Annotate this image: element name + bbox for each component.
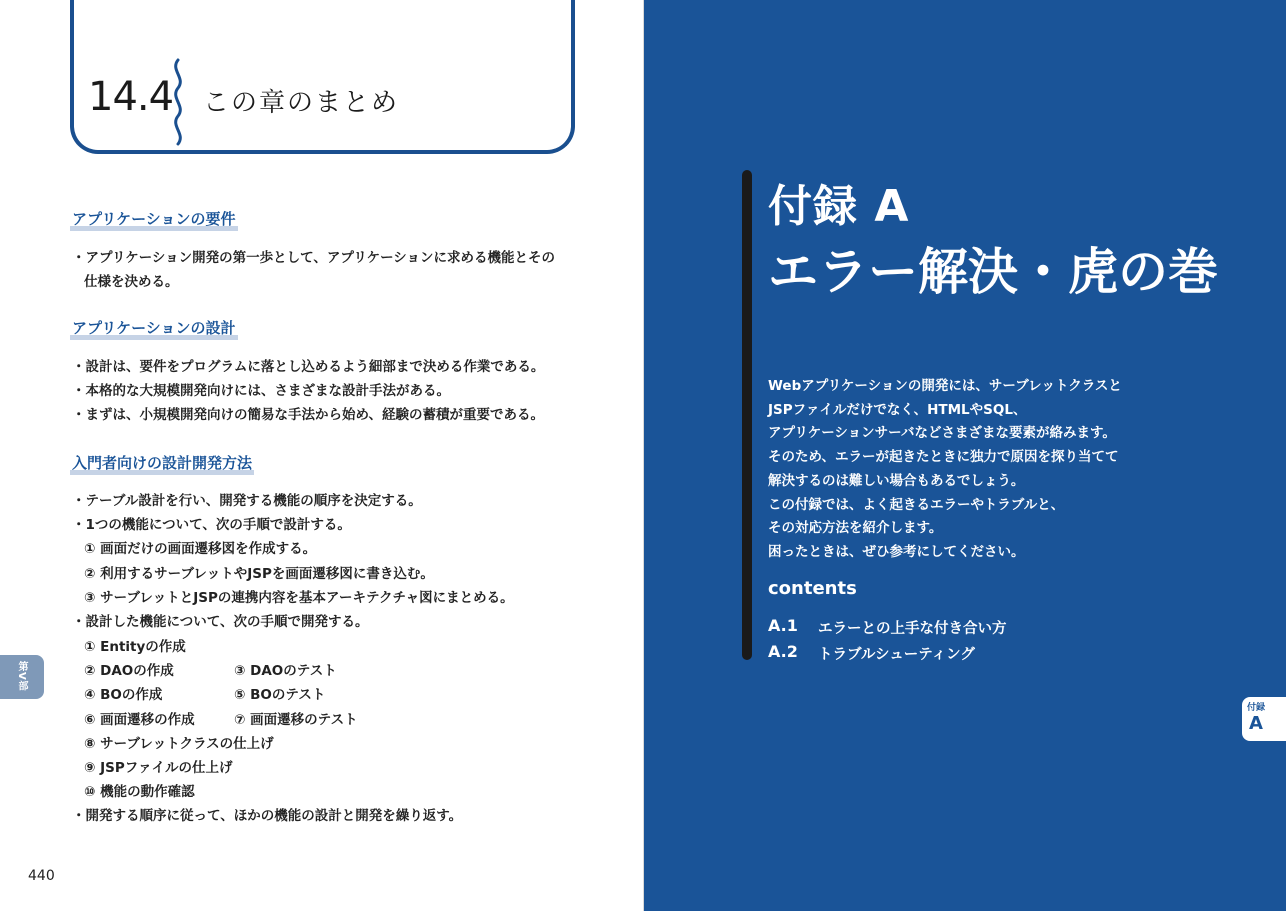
step-item: ⑧ サーブレットクラスの仕上げ bbox=[84, 736, 274, 752]
text-line: ・設計した機能について、次の手順で開発する。 bbox=[72, 614, 369, 630]
toc-entry-title[interactable]: トラブルシューティング bbox=[818, 647, 975, 663]
toc-entry-title[interactable]: エラーとの上手な付き合い方 bbox=[818, 621, 1007, 637]
step-item: ⑦ 画面遷移のテスト bbox=[234, 712, 358, 728]
section-title: この章のまとめ bbox=[203, 88, 400, 118]
appendix-side-tab-small: 付録 bbox=[1246, 703, 1265, 713]
step-item: ② DAOの作成 bbox=[84, 663, 174, 679]
part-side-tab bbox=[0, 655, 44, 699]
text-line: ③ サーブレットとJSPの連携内容を基本アーキテクチャ図にまとめる。 bbox=[84, 590, 514, 606]
step-item: ⑥ 画面遷移の作成 bbox=[84, 712, 195, 728]
contents-heading: contents bbox=[768, 578, 857, 599]
section-number: 14.4 bbox=[88, 74, 174, 120]
appendix-side-tab-letter: A bbox=[1249, 713, 1263, 734]
step-item: ⑤ BOのテスト bbox=[234, 687, 326, 703]
appendix-title: エラー解決・虎の巻 bbox=[768, 243, 1218, 301]
text-line: ② 利用するサーブレットやJSPを画面遷移図に書き込む。 bbox=[84, 566, 434, 582]
step-item: ③ DAOのテスト bbox=[234, 663, 337, 679]
text-line: ・アプリケーション開発の第一歩として、アプリケーションに求める機能とその bbox=[72, 250, 556, 266]
text-line: ・1つの機能について、次の手順で設計する。 bbox=[72, 517, 351, 533]
intro-line: この付録では、よく起きるエラーやトラブルと、 bbox=[768, 497, 1065, 513]
intro-line: 解決するのは難しい場合もあるでしょう。 bbox=[768, 473, 1025, 489]
subheading-method: 入門者向けの設計開発方法 bbox=[70, 452, 254, 475]
intro-line: Webアプリケーションの開発には、サーブレットクラスと bbox=[768, 378, 1122, 394]
appendix-label: 付録 A bbox=[768, 181, 910, 232]
squiggle-divider-icon bbox=[168, 58, 188, 146]
page-number: 440 bbox=[28, 868, 55, 884]
text-line: ・開発する順序に従って、ほかの機能の設計と開発を繰り返す。 bbox=[72, 808, 463, 824]
text-line: 仕様を決める。 bbox=[84, 274, 179, 290]
part-side-tab-label: 第V部 bbox=[16, 661, 27, 692]
appendix-side-tab bbox=[1242, 697, 1286, 741]
text-line: ・まずは、小規模開発向けの簡易な手法から始め、経験の蓄積が重要である。 bbox=[72, 407, 544, 423]
intro-line: JSPファイルだけでなく、HTMLやSQL、 bbox=[768, 402, 1027, 418]
intro-line: その対応方法を紹介します。 bbox=[768, 520, 943, 536]
text-line: ・設計は、要件をプログラムに落とし込めるよう細部まで決める作業である。 bbox=[72, 359, 545, 375]
toc-number: A.1 bbox=[768, 616, 798, 635]
step-item: ① Entityの作成 bbox=[84, 639, 186, 655]
text-line: ① 画面だけの画面遷移図を作成する。 bbox=[84, 541, 317, 557]
step-item: ⑩ 機能の動作確認 bbox=[84, 784, 195, 800]
title-accent-bar bbox=[742, 170, 752, 660]
subheading-design: アプリケーションの設計 bbox=[70, 317, 238, 340]
text-line: ・テーブル設計を行い、開発する機能の順序を決定する。 bbox=[72, 493, 422, 509]
step-item: ⑨ JSPファイルの仕上げ bbox=[84, 760, 233, 776]
intro-line: アプリケーションサーバなどさまざまな要素が絡みます。 bbox=[768, 425, 1116, 441]
text-line: ・本格的な大規模開発向けには、さまざまな設計手法がある。 bbox=[72, 383, 450, 399]
intro-line: 困ったときは、ぜひ参考にしてください。 bbox=[768, 544, 1025, 560]
intro-line: そのため、エラーが起きたときに独力で原因を探り当てて bbox=[768, 449, 1119, 465]
step-item: ④ BOの作成 bbox=[84, 687, 163, 703]
subheading-requirements: アプリケーションの要件 bbox=[70, 208, 238, 231]
toc-number: A.2 bbox=[768, 642, 798, 661]
